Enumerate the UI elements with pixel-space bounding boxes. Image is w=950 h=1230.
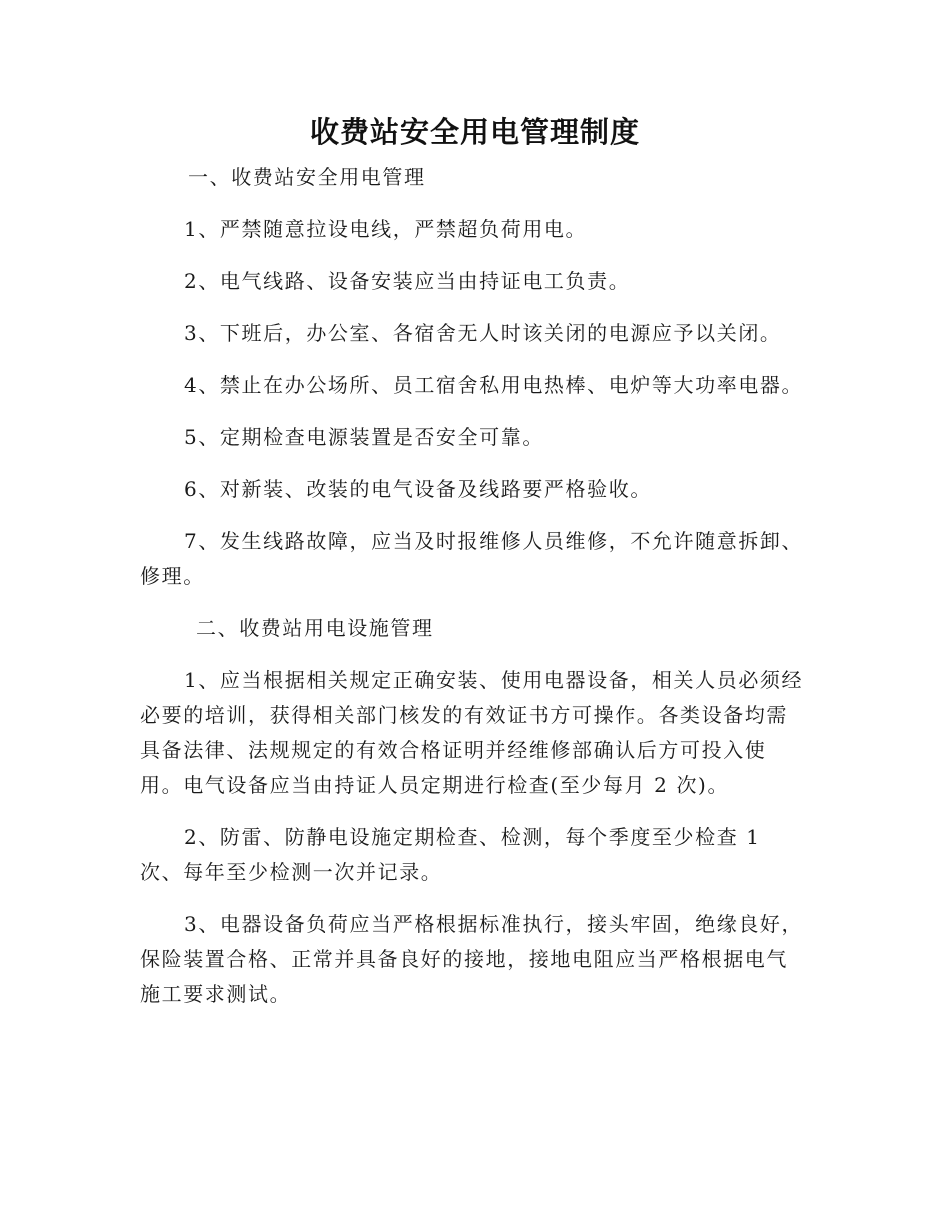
paragraph: 1、应当根据相关规定正确安装、使用电器设备，相关人员必须经必要的培训，获得相关部门核发的有效证书方可操作。各类设备均需具备法律、法规规定的有效合格证明并经维修部确认后方可投入使用。电气设备应当由持证人员定期进行检查(至少每月 2 次)。 xyxy=(140,668,804,797)
paragraph: 3、电器设备负荷应当严格根据标准执行，接头牢固，绝缘良好，保险装置合格、正常并具备良好的接地，接地电阻应当严格根据电气施工要求测试。 xyxy=(140,912,804,1006)
section-heading: 二、收费站用电设施管理 xyxy=(196,616,434,640)
paragraph: 2、电气线路、设备安装应当由持证电工负责。 xyxy=(184,269,631,293)
paragraph: 7、发生线路故障，应当及时报维修人员维修，不允许随意拆卸、修理。 xyxy=(140,529,804,588)
document-title: 收费站安全用电管理制度 xyxy=(309,115,640,149)
paragraph: 1、严禁随意拉设电线，严禁超负荷用电。 xyxy=(184,217,588,241)
document-body xyxy=(140,160,808,1029)
paragraph: 3、下班后，办公室、各宿舍无人时该关闭的电源应予以关闭。 xyxy=(184,321,782,345)
paragraph: 5、定期检查电源装置是否安全可靠。 xyxy=(184,425,544,449)
section-heading: 一、收费站安全用电管理 xyxy=(188,165,426,189)
paragraph: 2、防雷、防静电设施定期检查、检测，每个季度至少检查 1 次、每年至少检测一次并记录。 xyxy=(140,825,761,884)
paragraph: 6、对新装、改装的电气设备及线路要严格验收。 xyxy=(184,477,652,501)
paragraph: 4、禁止在办公场所、员工宿舍私用电热棒、电炉等大功率电器。 xyxy=(184,373,804,397)
